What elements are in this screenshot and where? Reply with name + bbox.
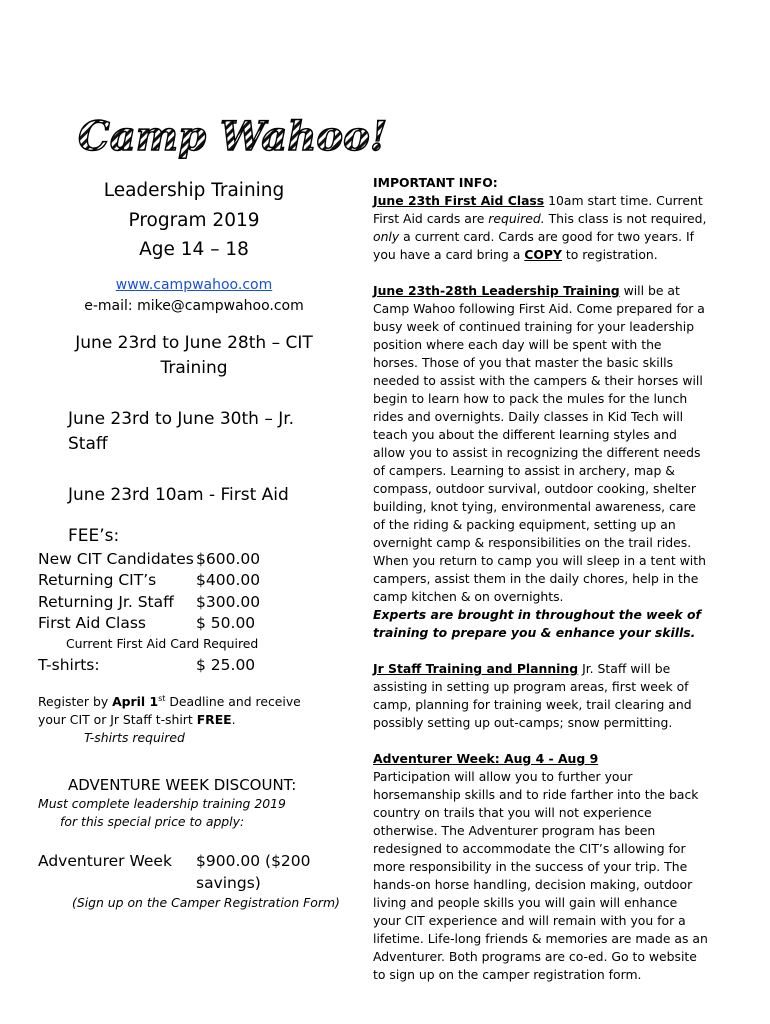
fee-row — [38, 592, 350, 614]
adventurer-price-row — [38, 851, 350, 894]
fee-value: $300.00 — [196, 592, 261, 611]
adventure-discount-heading: ADVENTURE WEEK DISCOUNT: — [68, 776, 297, 795]
contact-block — [38, 275, 350, 317]
adventurer-price — [196, 851, 311, 894]
fee-value: $ 50.00 — [196, 614, 256, 632]
fee-row — [38, 549, 350, 571]
jr-staff-dates — [38, 407, 350, 457]
fee-label: Returning CIT’s — [38, 571, 157, 589]
jr-dates-line-1: June 23rd to June 30th – Jr. — [68, 408, 295, 429]
fee-row — [38, 613, 350, 635]
cit-dates-line-2: Training — [160, 357, 228, 378]
camp-wahoo-logo — [74, 100, 388, 166]
leadership-training-paragraph: June 23th-28th Leadership Training will be at Camp Wahoo following First Aid. Come prepared for a busy week of continued training for your leadership position where each day will be spent with the horses. Those of you that master the basic skills needed to assist with the campers & their horses will begin to learn how to pack the mules for the lunch rides and overnights. Daily classes in Kid Tech will teach you about the different learning styles and allow you to assist in recognizing the different needs of campers. Learning to assist in archery, map & compass, outdoor survival, outdoor cooking, shelter building, knot tying, environmental awareness, care of the riding & packing equipment, setting up an overnight camp & responsibilities on the trail rides. When you return to camp you will sleep in a tent with campers, assist them in the daily chores, help in the camp kitchen & on overnights. — [373, 283, 706, 604]
adventure-note-1: Must complete leadership training 2019 — [38, 796, 286, 812]
first-aid-note: Current First Aid Card Required — [66, 635, 259, 651]
adventurer-label: Adventurer Week — [38, 852, 172, 871]
jr-staff-paragraph: Jr Staff Training and Planning Jr. Staff will be assisting in setting up program areas, first week of camp, planning for training week, trail clearing and possibly setting up out-camps; snow permitting. — [373, 661, 692, 730]
adventurer-week-heading: Adventurer Week: Aug 4 - Aug 9 — [373, 751, 599, 766]
program-title — [38, 176, 350, 265]
experts-note: Experts are brought in throughout the week of training to prepare you & enhance your skills. — [373, 607, 701, 640]
fees-list — [38, 549, 350, 635]
adventure-note-2: for this special price to apply: — [60, 814, 245, 830]
adventurer-week-paragraph: Participation will allow you to further your horsemanship skills and to ride farther into the back country on trails that you will not experience otherwise. The Adventurer program has been redesigned to accommodate the CIT’s allowing for more responsibility in the success of your trip. The hands-on horse handling, decision making, outdoor living and people skills you will gain will enhance your CIT experience and will remain with you for a lifetime. Life-long friends & memories are made as an Adventurer. Both programs are co-ed. Go to website to sign up on the camper registration form. — [373, 769, 708, 982]
fee-label: New CIT Candidates — [38, 549, 194, 568]
jr-dates-line-2: Staff — [68, 433, 108, 454]
first-aid-date: June 23rd 10am - First Aid — [68, 484, 289, 505]
right-column — [373, 174, 709, 984]
fees-heading: FEE’s: — [68, 525, 120, 546]
tshirts-row — [38, 655, 350, 677]
tshirts-label: T-shirts: — [38, 655, 100, 674]
tshirts-value: $ 25.00 — [196, 655, 256, 674]
adventurer-signup-note: (Sign up on the Camper Registration Form) — [72, 895, 340, 911]
adventurer-price-line-1: $900.00 ($200 — [196, 852, 311, 871]
title-line-2: Program 2019 — [128, 209, 260, 231]
first-aid-paragraph: June 23th First Aid Class 10am start time. Current First Aid cards are required. This class is not required, only a current card. Cards are good for two years. If you have a card bring a COPY to registration. — [373, 193, 707, 262]
fee-label: Returning Jr. Staff — [38, 592, 174, 611]
tshirts-required-note: T-shirts required — [84, 730, 185, 746]
important-info-heading: IMPORTANT INFO: — [373, 175, 498, 190]
logo-text: Camp Wahoo! — [78, 113, 388, 160]
cit-dates — [38, 331, 350, 381]
adventurer-price-line-2: savings) — [196, 873, 261, 892]
title-line-3: Age 14 – 18 — [139, 239, 249, 260]
fee-row — [38, 570, 350, 592]
cit-dates-line-1: June 23rd to June 28th – CIT — [75, 332, 313, 353]
left-column — [38, 176, 350, 912]
website-link[interactable]: www.campwahoo.com — [115, 276, 273, 293]
fee-value: $400.00 — [196, 571, 261, 589]
email-text: e-mail: mike@campwahoo.com — [84, 297, 304, 314]
title-line-1: Leadership Training — [103, 180, 285, 201]
fee-label: First Aid Class — [38, 614, 147, 632]
register-note: Register by April 1st Deadline and receive your CIT or Jr Staff t-shirt FREE. — [38, 694, 301, 728]
fee-value: $600.00 — [196, 549, 261, 568]
